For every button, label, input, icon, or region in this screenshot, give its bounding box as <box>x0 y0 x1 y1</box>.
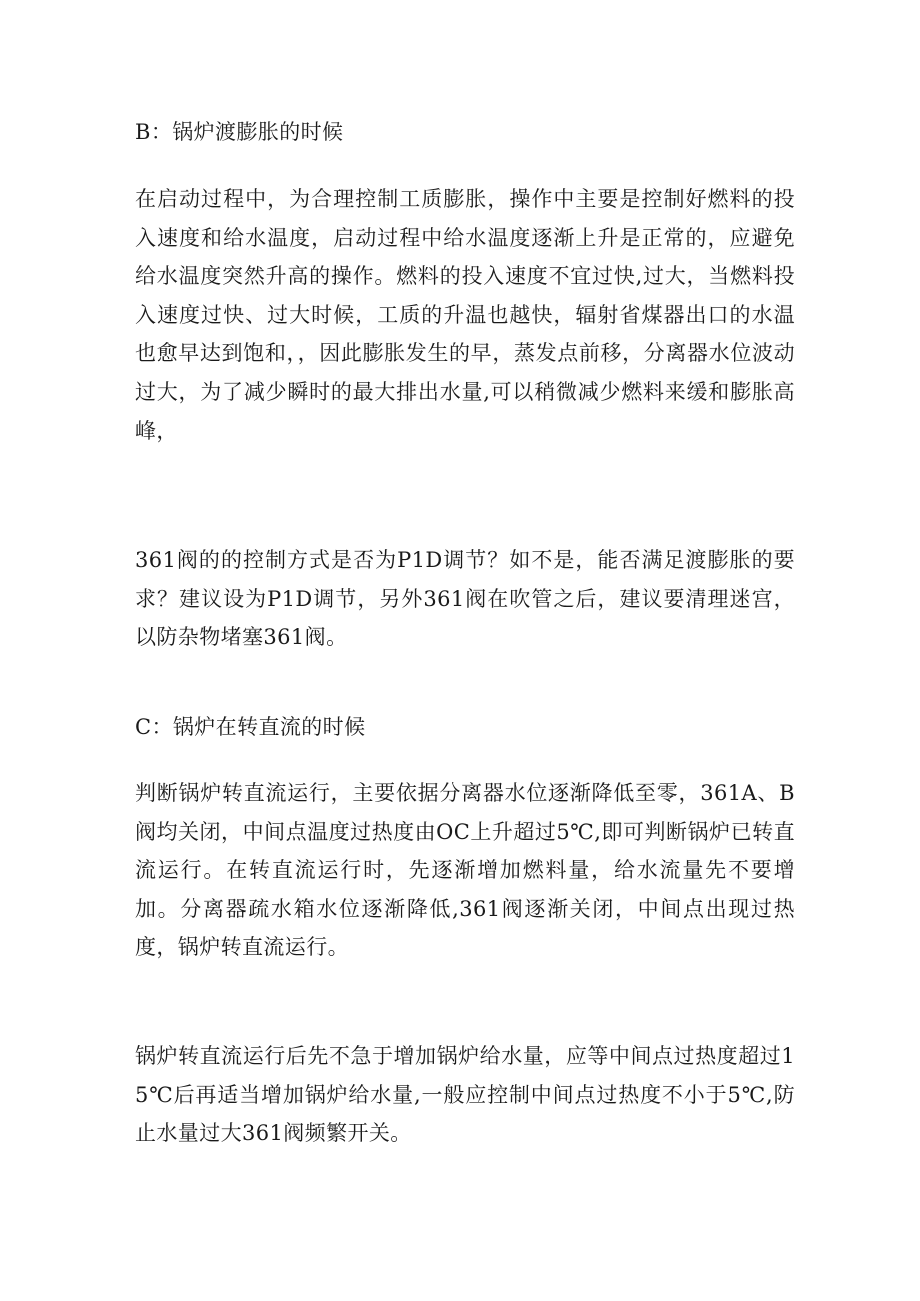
paragraph-once-through-judgment: 判断锅炉转直流运行，主要依据分离器水位逐渐降低至零，361A、B阀均关闭，中间点温度过热度由OC上升超过5℃,即可判断锅炉已转直流运行。在转直流运行时，先逐渐增加燃料量，给水流量先不要增加。分离器疏水箱水位逐渐降低,361阀逐渐关闭，中间点出现过热度，锅炉转直流运行。 <box>135 781 795 960</box>
section-heading-c: C：锅炉在转直流的时候 <box>135 715 366 739</box>
paragraph-361-valve-pid: 361阀的的控制方式是否为P1D调节？如不是，能否满足渡膨胀的要求？建议设为P1D调节，另外361阀在吹管之后，建议要清理迷宫，以防杂物堵塞361阀。 <box>135 548 795 650</box>
paragraph-feedwater-increase: 锅炉转直流运行后先不急于增加锅炉给水量，应等中间点过热度超过15℃后再适当增加锅炉给水量,一般应控制中间点过热度不小于5℃,防止水量过大361阀频繁开关。 <box>135 1044 795 1146</box>
paragraph-expansion-control: 在启动过程中，为合理控制工质膨胀，操作中主要是控制好燃料的投入速度和给水温度，启动过程中给水温度逐渐上升是正常的，应避免给水温度突然升高的操作。燃料的投入速度不宜过快,过大，当燃料投入速度过快、过大时候，工质的升温也越快，辐射省煤器出口的水温也愈早达到饱和，，因此膨胀发生的早，蒸发点前移，分离器水位波动过大，为了减少瞬时的最大排出水量,可以稍微减少燃料来缓和膨胀高峰， <box>135 187 795 443</box>
section-heading-b: B：锅炉渡膨胀的时候 <box>135 120 344 144</box>
